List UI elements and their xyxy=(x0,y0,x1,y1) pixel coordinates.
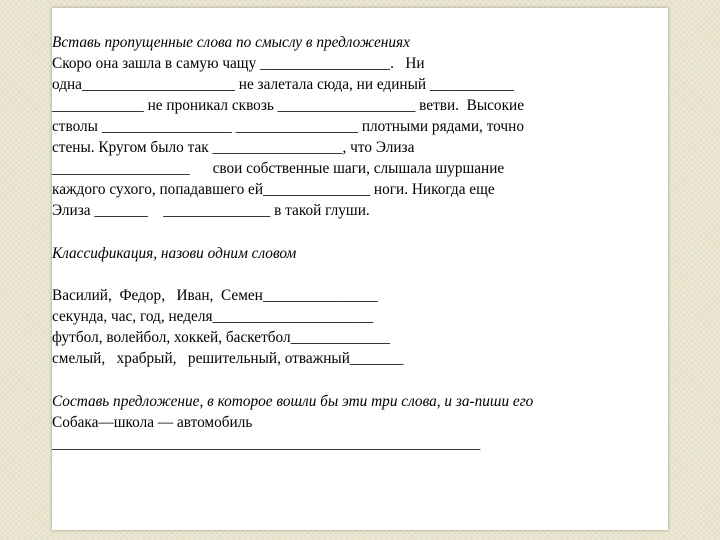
text-line: стволы _________________ ________________ плотными рядами, точно xyxy=(52,118,524,135)
section1-heading: Вставь пропущенные слова по смыслу в предложениях xyxy=(52,34,410,51)
text-line: __________________ свои собственные шаги, слышала шуршание xyxy=(52,160,505,177)
text-line: одна____________________ не залетала сюда, ни единый ___________ xyxy=(52,76,515,93)
spacer xyxy=(52,264,642,285)
spacer xyxy=(52,221,642,243)
section2-heading: Классификация, назови одним словом xyxy=(52,245,297,262)
text-line: стены. Кругом было так _________________, что Элиза xyxy=(52,139,415,156)
text-line: Элиза _______ ______________ в такой глуши. xyxy=(52,202,370,219)
text-line: Собака—школа — автомобиль xyxy=(52,414,253,431)
text-line: Василий, Федор, Иван, Семен_______________ xyxy=(52,287,378,304)
text-line: смелый, храбрый, решительный, отважный_______ xyxy=(52,350,404,367)
text-line: Скоро она зашла в самую чащу _________________. Ни xyxy=(52,55,425,72)
spacer xyxy=(52,369,642,391)
worksheet-content xyxy=(52,32,642,454)
text-line: секунда, час, год, неделя_____________________ xyxy=(52,308,374,325)
section3-heading: Составь предложение, в которое вошли бы эти три слова, и за-пиши его xyxy=(52,393,534,410)
text-line: каждого сухого, попадавшего ей______________ ноги. Никогда еще xyxy=(52,181,495,198)
text-line: ____________ не проникал сквозь __________________ ветви. Высокие xyxy=(52,97,524,114)
text-line: футбол, волейбол, хоккей, баскетбол_____________ xyxy=(52,329,391,346)
text-line: ________________________________________________________ xyxy=(52,435,481,452)
